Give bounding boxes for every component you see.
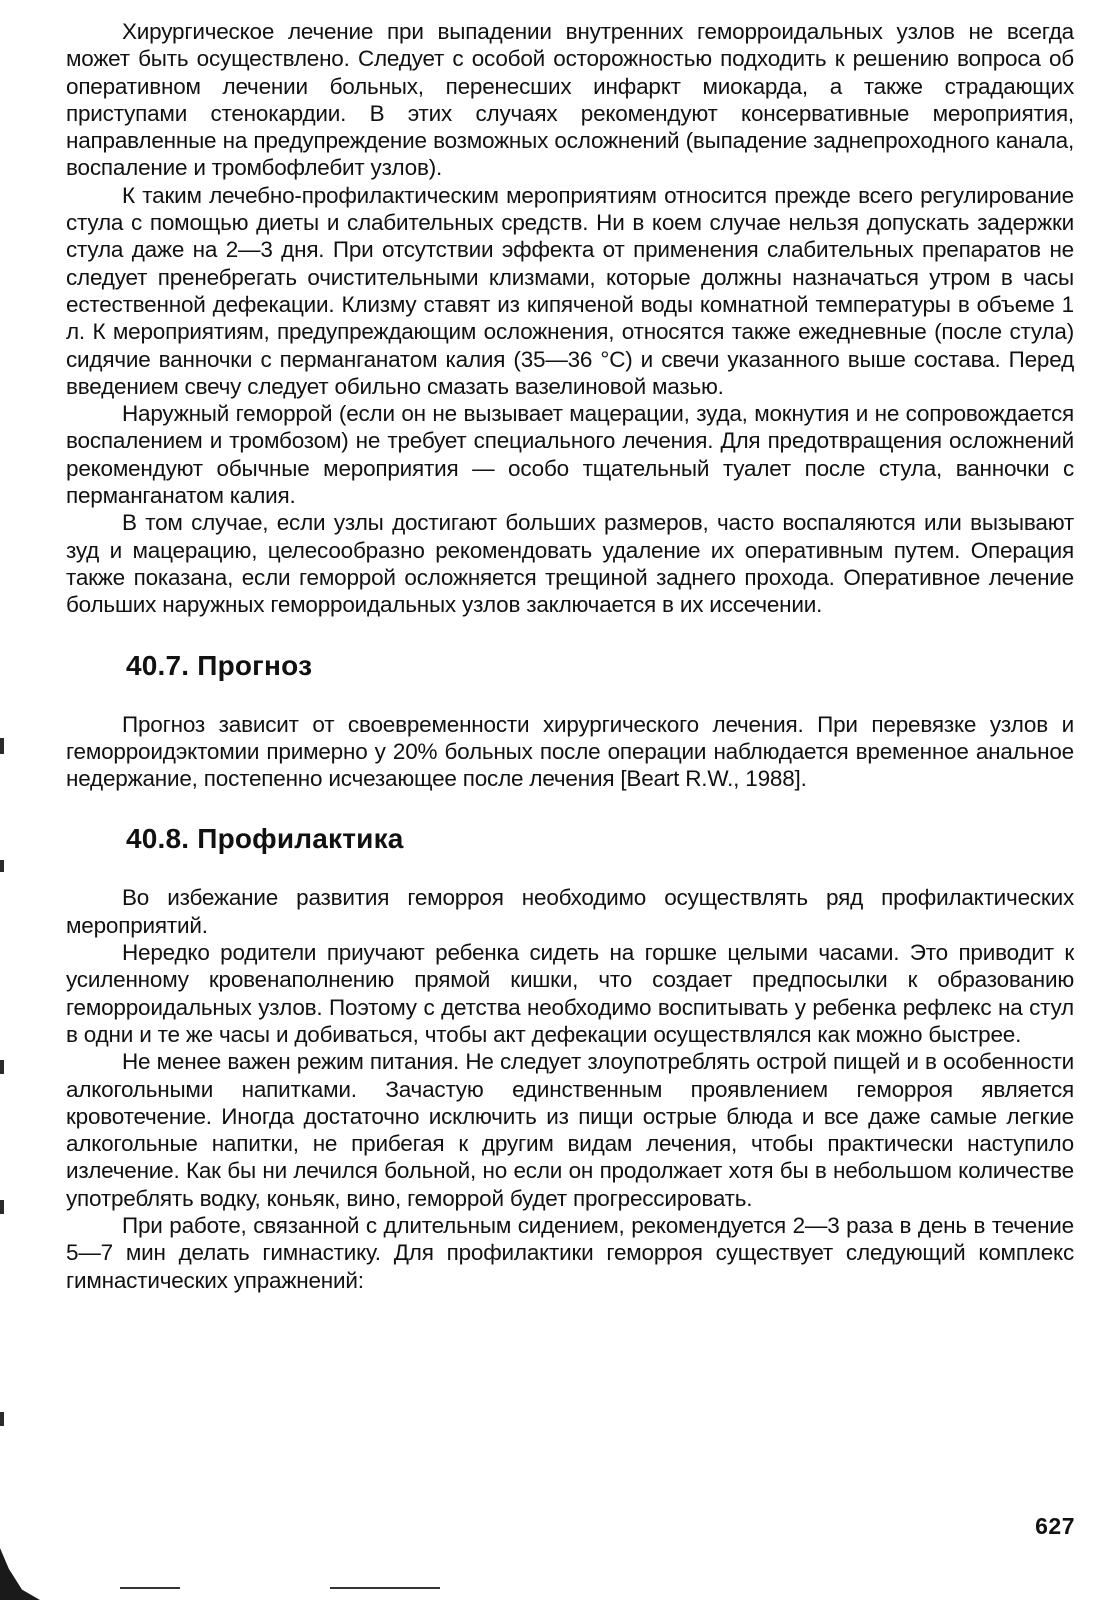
spacer [66, 683, 1074, 711]
body-paragraph: Не менее важен режим питания. Не следует злоупотреблять острой пищей и в особенности алкогольными напитками. Зачастую единственным проявлением геморроя является кровотечение. Иногда достаточно исключить из пищи острые блюда и все даже самые легкие алкогольные напитки, не прибегая к другим видам лечения, чтобы практически наступило излечение. Как бы ни лечился больной, но если он продолжает хотя бы в небольшом количестве употреблять водку, коньяк, вино, геморрой будет прогрессировать. [66, 1049, 1074, 1211]
scan-mark [0, 1412, 4, 1426]
body-paragraph: Хирургическое лечение при выпадении внутренних геморроидальных узлов не всегда может быть осуществлено. Следует с особой осторожностью подходить к решению вопроса об оперативном лечении больных, перенесших инфаркт миокарда, а также страдающих приступами стенокардии. В этих случаях рекомендуют консервативные мероприятия, направленные на предупреждение возможных осложнений (выпадение заднепроходного канала, воспаление и тромбофлебит узлов). [66, 19, 1074, 181]
body-paragraph: Прогноз зависит от своевременности хирургического лечения. При перевязке узлов и геморроидэктомии примерно у 20% больных после операции наблюдается временное анальное недержание, постепенно исчезающее после лечения [Beart R.W., 1988]. [66, 711, 1074, 792]
section-heading-prognosis: 40.7. Прогноз [126, 649, 313, 681]
scan-mark [0, 860, 4, 872]
scan-mark [330, 1587, 440, 1589]
page-number: 627 [1035, 1513, 1075, 1539]
spacer [66, 792, 1074, 822]
scan-mark [0, 738, 4, 754]
scan-mark [0, 1060, 4, 1074]
body-paragraph: При работе, связанной с длительным сидением, рекомендуется 2—3 раза в день в течение 5—7 мин делать гимнастику. Для профилактики геморроя существует следующий комплекс гимнастических упражнений: [66, 1212, 1074, 1293]
body-paragraph: Во избежание развития геморроя необходимо осуществлять ряд профилактических мероприятий. [66, 885, 1074, 938]
scan-mark [120, 1587, 180, 1589]
spacer [66, 856, 1074, 884]
scan-edge [0, 1548, 40, 1600]
spacer [66, 619, 1074, 649]
section-heading-prevention: 40.8. Профилактика [126, 823, 404, 855]
body-paragraph: Нередко родители приучают ребенка сидеть на горшке целыми часами. Это приводит к усиленному кровенаполнению прямой кишки, что создает предпосылки к образованию геморроидальных узлов. Поэтому с детства необходимо воспитывать у ребенка рефлекс на стул в одни и те же часы и добиваться, чтобы акт дефекации осуществлялся как можно быстрее. [66, 940, 1074, 1047]
body-paragraph: В том случае, если узлы достигают больших размеров, часто воспаляются или вызывают зуд и мацерацию, целесообразно рекомендовать удаление их оперативным путем. Операция также показана, если геморрой осложняется трещиной заднего прохода. Оперативное лечение больших наружных геморроидальных узлов заключается в их иссечении. [66, 510, 1074, 618]
body-paragraph: Наружный геморрой (если он не вызывает мацерации, зуда, мокнутия и не сопровождается воспалением и тромбозом) не требует специального лечения. Для предотвращения осложнений рекомендуют обычные мероприятия — особо тщательный туалет после стула, ванночки с перманганатом калия. [66, 401, 1074, 509]
scan-mark [0, 1200, 4, 1214]
body-paragraph: К таким лечебно-профилактическим мероприятиям относится прежде всего регулирование стула с помощью диеты и слабительных средств. Ни в коем случае нельзя допускать задержки стула даже на 2—3 дня. При отсутствии эффекта от применения слабительных препаратов не следует пренебрегать очистительными клизмами, которые должны назначаться утром в часы естественной дефекации. Клизму ставят из кипяченой воды комнатной температуры в объеме 1 л. К мероприятиям, предупреждающим осложнения, относятся также ежедневные (после стула) сидячие ванночки с перманганатом калия (35—36 °С) и свечи указанного выше состава. Перед введением свечу следует обильно смазать вазелиновой мазью. [66, 182, 1074, 399]
page-content [66, 18, 1074, 1294]
